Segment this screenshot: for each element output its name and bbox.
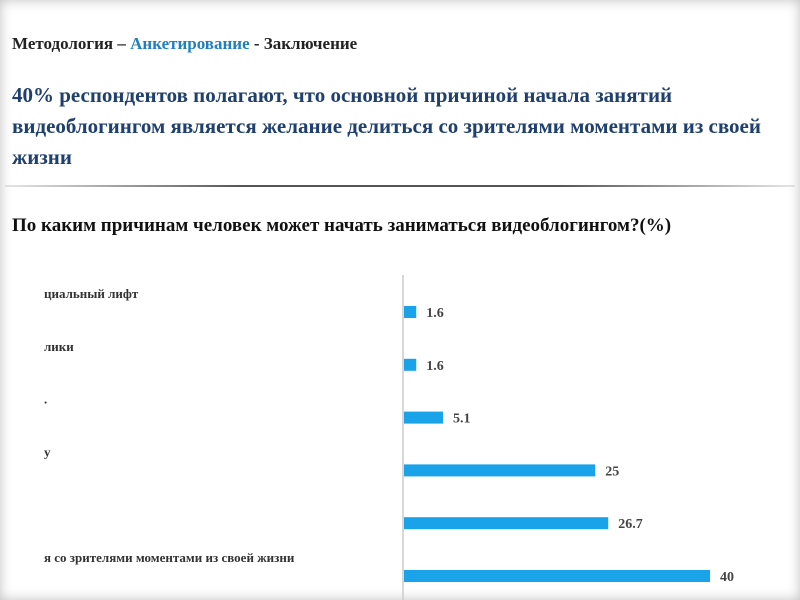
bar-1 <box>404 359 416 371</box>
breadcrumb-prefix: Методология – <box>12 34 126 53</box>
bar-value-label-2: 5.1 <box>453 411 471 427</box>
bar-3 <box>404 464 595 476</box>
bar-0 <box>404 306 416 318</box>
category-label-0: циальный лифт <box>44 286 139 301</box>
bar-4 <box>404 517 608 529</box>
bar-value-label-4: 26.7 <box>618 517 643 533</box>
breadcrumb-accent: Анкетирование <box>130 34 250 53</box>
bar-chart <box>0 270 800 600</box>
bar-2 <box>404 412 443 424</box>
category-label-2: . <box>44 391 48 407</box>
bar-value-label-5: 40 <box>720 570 734 585</box>
bar-value-label-3: 25 <box>605 464 620 480</box>
bar-5 <box>404 570 710 582</box>
headline: 40% респондентов полагают, что основной причиной начала занятий видеоблогингом является желание делиться со зрителями моментами из своей жизни <box>12 83 761 169</box>
breadcrumb-suffix: - Заключение <box>253 34 358 53</box>
category-label-5: я со зрителями моментами из своей жизни <box>44 550 295 565</box>
bar-value-label-0: 1.6 <box>426 306 444 321</box>
category-label-3: у <box>44 444 51 460</box>
breadcrumb <box>12 34 357 54</box>
chart-question: По каким причинам человек может начать заниматься видеоблогингом?(%) <box>12 215 672 236</box>
divider <box>5 185 795 187</box>
category-label-1: лики <box>44 338 74 354</box>
bar-value-label-1: 1.6 <box>426 358 444 374</box>
